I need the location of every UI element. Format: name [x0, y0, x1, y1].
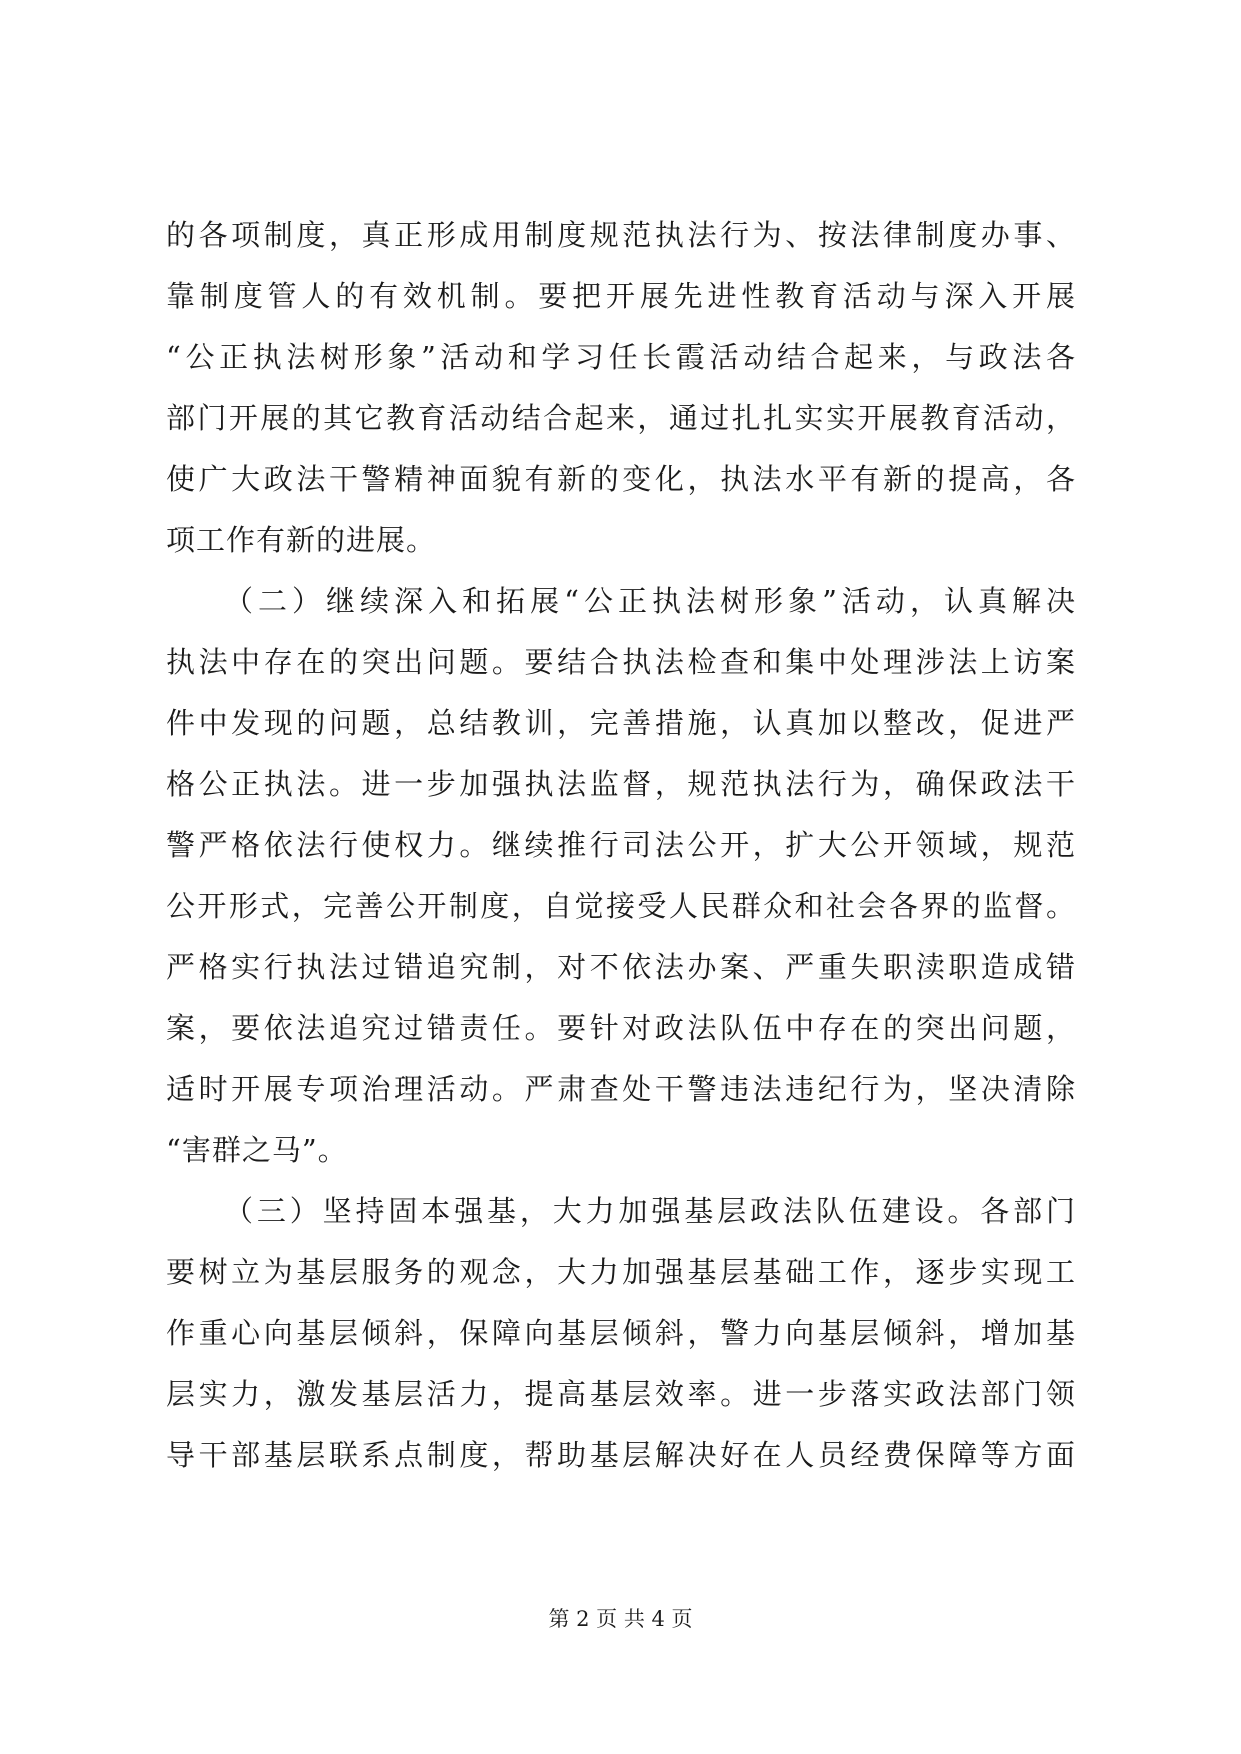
paragraph-line: 的各项制度，真正形成用制度规范执法行为、按法律制度办事、: [166, 218, 1076, 252]
paragraph-line: （二）继续深入和拓展“公正执法树形象”活动，认真解决: [224, 584, 1076, 618]
paragraph-line: 使广大政法干警精神面貌有新的变化，执法水平有新的提高，各: [166, 462, 1076, 496]
paragraph-line: 件中发现的问题，总结教训，完善措施，认真加以整改，促进严: [166, 706, 1076, 740]
paragraph-line: 导干部基层联系点制度，帮助基层解决好在人员经费保障等方面: [166, 1438, 1076, 1472]
paragraph-line: 警严格依法行使权力。继续推行司法公开，扩大公开领域，规范: [166, 828, 1076, 862]
paragraph-line: 公开形式，完善公开制度，自觉接受人民群众和社会各界的监督。: [166, 889, 1076, 923]
paragraph-line: 靠制度管人的有效机制。要把开展先进性教育活动与深入开展: [166, 279, 1076, 313]
paragraph-line: 案，要依法追究过错责任。要针对政法队伍中存在的突出问题，: [166, 1011, 1076, 1045]
paragraph-line: 层实力，激发基层活力，提高基层效率。进一步落实政法部门领: [166, 1377, 1076, 1411]
paragraph-line: （三）坚持固本强基，大力加强基层政法队伍建设。各部门: [224, 1194, 1076, 1228]
page-number-footer: 第 2 页 共 4 页: [548, 1607, 693, 1631]
paragraph-line: 项工作有新的进展。: [166, 523, 437, 557]
paragraph-line: 部门开展的其它教育活动结合起来，通过扎扎实实开展教育活动，: [166, 401, 1076, 435]
paragraph-line: 严格实行执法过错追究制，对不依法办案、严重失职渎职造成错: [166, 950, 1076, 984]
body-text: [166, 205, 1076, 1486]
paragraph-line: 要树立为基层服务的观念，大力加强基层基础工作，逐步实现工: [166, 1255, 1076, 1289]
paragraph-line: 作重心向基层倾斜，保障向基层倾斜，警力向基层倾斜，增加基: [166, 1316, 1076, 1350]
paragraph-line: “害群之马”。: [166, 1133, 348, 1167]
paragraph-line: 格公正执法。进一步加强执法监督，规范执法行为，确保政法干: [166, 767, 1076, 801]
paragraph-line: 执法中存在的突出问题。要结合执法检查和集中处理涉法上访案: [166, 645, 1076, 679]
paragraph-line: “公正执法树形象”活动和学习任长霞活动结合起来，与政法各: [166, 340, 1076, 374]
paragraph-line: 适时开展专项治理活动。严肃查处干警违法违纪行为，坚决清除: [166, 1072, 1076, 1106]
